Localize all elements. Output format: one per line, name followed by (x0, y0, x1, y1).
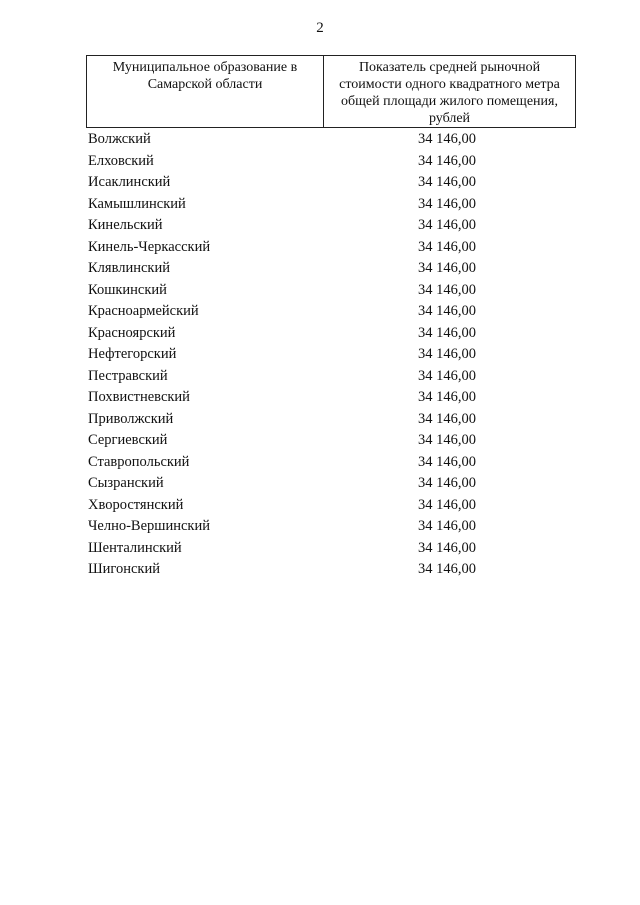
municipality-name: Приволжский (88, 410, 174, 427)
municipality-name: Хворостянский (88, 496, 184, 513)
table-row (0, 172, 640, 194)
price-value: 34 146,00 (418, 539, 476, 556)
municipality-name: Клявлинский (88, 260, 170, 276)
table-row (0, 516, 640, 538)
price-value: 34 146,00 (418, 410, 476, 427)
municipality-name: Шигонский (88, 561, 160, 577)
price-value: 34 146,00 (418, 389, 476, 405)
municipality-name: Челно-Вершинский (88, 518, 210, 534)
page-number: 2 (316, 20, 324, 36)
table-row (0, 129, 640, 151)
table-row (0, 301, 640, 323)
table-row (0, 538, 640, 560)
price-value: 34 146,00 (418, 561, 476, 577)
header-municipality: Муниципальное образование в Самарской области (87, 56, 324, 127)
price-value: 34 146,00 (418, 518, 476, 534)
price-value: 34 146,00 (418, 152, 476, 169)
price-value: 34 146,00 (418, 475, 476, 491)
table-row (0, 559, 640, 581)
table-row (0, 280, 640, 302)
municipality-name: Елховский (88, 152, 154, 169)
municipality-name: Красноармейский (88, 303, 199, 319)
table-body (0, 129, 640, 581)
header-indicator: Показатель средней рыночной стоимости одного квадратного метра общей площади жилого помещения, рублей (339, 60, 560, 126)
table-row (0, 409, 640, 431)
table-row (0, 452, 640, 474)
table-row (0, 194, 640, 216)
price-value: 34 146,00 (418, 238, 476, 255)
municipality-name: Кошкинский (88, 281, 167, 298)
price-value: 34 146,00 (418, 453, 476, 470)
table-row (0, 344, 640, 366)
table-row (0, 151, 640, 173)
table-row (0, 495, 640, 517)
municipality-name: Кинель-Черкасский (88, 238, 211, 255)
price-value: 34 146,00 (418, 324, 476, 341)
table-header (86, 55, 576, 128)
price-value: 34 146,00 (418, 367, 476, 384)
municipality-name: Камышлинский (88, 195, 186, 212)
municipality-name: Пестравский (88, 367, 168, 384)
table-row (0, 473, 640, 495)
municipality-name: Исаклинский (88, 174, 171, 190)
table-row (0, 215, 640, 237)
price-value: 34 146,00 (418, 346, 476, 362)
municipality-name: Сергиевский (88, 432, 168, 448)
table-row (0, 366, 640, 388)
municipality-name: Похвистневский (88, 389, 190, 405)
price-value: 34 146,00 (418, 174, 476, 190)
table-row (0, 237, 640, 259)
municipality-name: Сызранский (88, 475, 164, 491)
price-value: 34 146,00 (418, 217, 476, 233)
table-row (0, 323, 640, 345)
table-row (0, 430, 640, 452)
price-value: 34 146,00 (418, 131, 476, 147)
municipality-name: Волжский (88, 131, 151, 147)
table-row (0, 387, 640, 409)
price-value: 34 146,00 (418, 303, 476, 319)
price-value: 34 146,00 (418, 260, 476, 276)
municipality-name: Нефтегорский (88, 346, 177, 362)
municipality-name: Шенталинский (88, 539, 182, 556)
municipality-name: Ставропольский (88, 453, 190, 470)
table-row (0, 258, 640, 280)
municipality-name: Кинельский (88, 217, 163, 233)
price-value: 34 146,00 (418, 432, 476, 448)
price-value: 34 146,00 (418, 281, 476, 298)
municipality-name: Красноярский (88, 324, 176, 341)
price-value: 34 146,00 (418, 496, 476, 513)
price-value: 34 146,00 (418, 195, 476, 212)
